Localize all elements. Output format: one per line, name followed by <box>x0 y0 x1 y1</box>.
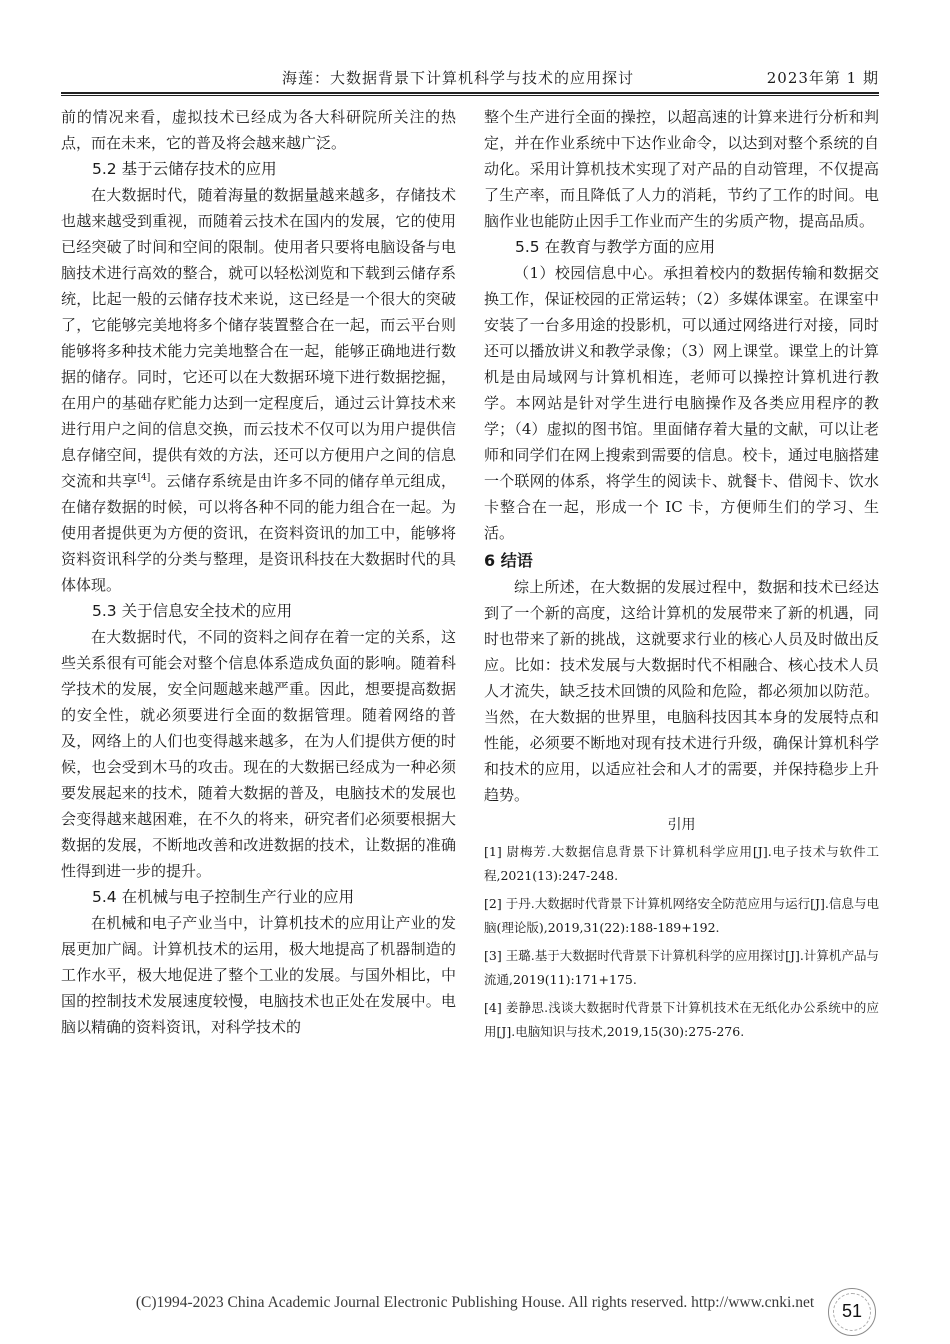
reference-item: [2] 于丹.大数据时代背景下计算机网络安全防范应用与运行[J].信息与电脑(理论版),2019,31(22):188-189+192. <box>484 896 879 935</box>
paragraph-text: 在大数据时代，随着海量的数据量越来越多，存储技术也越来越受到重视，而随着云技术在国内的发展，它的使用已经突破了时间和空间的限制。使用者只要将电脑设备与电脑技术进行高效的整合，就可以轻松浏览和下载到云储存系统，比起一般的云储存技术来说，这已经是一个很大的突破了，它能够完美地将多个储存装置整合在一起，而云平台则能够将多种技术能力完美地整合在一起，能够正确地进行数据的储存。同时，它还可以在大数据环境下进行数据挖掘，在用户的基础存贮能力达到一定程度后，通过云计算技术来进行用户之间的信息交换，而云技术不仅可以为用户提供信息存储空间，提供有效的方法，还可以方便用户之间的信息交流和共享 <box>61 186 456 490</box>
citation-marker[interactable]: [4] <box>137 473 151 483</box>
reference-item: [3] 王璐.基于大数据时代背景下计算机科学的应用探讨[J].计算机产品与流通,2019(11):171+175. <box>484 948 879 987</box>
references-title: 引用 <box>667 817 696 833</box>
paragraph: 在机械和电子产业当中，计算机技术的应用让产业的发展更加广阔。计算机技术的运用，极大地提高了机器制造的工作水平，极大地促进了整个工业的发展。与国外相比，中国的控制技术发展速度较慢，电脑技术也正处在发展中。电脑以精确的资料资讯，对科学技术的 <box>61 914 456 1036</box>
section-heading-5-4: 5.4 在机械与电子控制生产行业的应用 <box>92 888 355 906</box>
reference-list <box>484 840 879 1044</box>
page-number: 51 <box>841 1301 863 1321</box>
reference-item: [4] 姜静思.浅谈大数据时代背景下计算机技术在无纸化办公系统中的应用[J].电脑知识与技术,2019,15(30):275-276. <box>484 1000 879 1039</box>
section-heading-5-5: 5.5 在教育与教学方面的应用 <box>515 238 716 256</box>
running-header <box>61 66 879 90</box>
paragraph <box>61 182 456 598</box>
issue-label: 2023年第 1 期 <box>766 69 879 87</box>
paragraph: 综上所述，在大数据的发展过程中，数据和技术已经达到了一个新的高度，这给计算机的发展带来了新的机遇，同时也带来了新的挑战，这就要求行业的核心人员及时做出反应。比如：技术发展与大数据时代不相融合、核心技术人员人才流失，缺乏技术回馈的风险和危险，都必须加以防范。当然，在大数据的世界里，电脑科技因其本身的发展特点和性能，必须要不断地对现有技术进行升级，确保计算机科学和技术的应用，以适应社会和人才的需要，并保持稳步上升趋势。 <box>484 578 879 804</box>
copyright-footer: (C)1994-2023 China Academic Journal Electronic Publishing House. All rights reserved. http://www.cnki.net <box>135 1294 815 1311</box>
section-heading-5-2: 5.2 基于云储存技术的应用 <box>92 160 277 178</box>
left-column <box>61 104 456 1040</box>
section-heading-5-3: 5.3 关于信息安全技术的应用 <box>92 602 293 620</box>
header-rule-thin <box>61 95 879 96</box>
reference-item: [1] 尉梅芳.大数据信息背景下计算机科学应用[J].电子技术与软件工程,2021(13):247-248. <box>484 844 879 883</box>
paragraph: 前的情况来看，虚拟技术已经成为各大科研院所关注的热点，而在未来，它的普及将会越来越广泛。 <box>61 108 456 152</box>
paragraph: 整个生产进行全面的操控，以超高速的计算来进行分析和判定，并在作业系统中下达作业命令，以达到对整个系统的自动化。采用计算机技术实现了对产品的自动管理，不仅提高了生产率，而且降低了人力的消耗，节约了工作的时间。电脑作业也能防止因手工作业而产生的劣质产物，提高品质。 <box>484 108 879 230</box>
paragraph-text: 。云储存系统是由许多不同的储存单元组成，在储存数据的时候，可以将各种不同的能力组合在一起。为使用者提供更为方便的资讯，在资料资讯的加工中，能够将资料资讯科学的分类与整理，是资讯科技在大数据时代的具体体现。 <box>61 472 456 594</box>
paragraph: （1）校园信息中心。承担着校内的数据传输和数据交换工作，保证校园的正常运转；（2）多媒体课室。在课室中安装了一台多用途的投影机，可以通过网络进行对接，同时还可以播放讲义和教学录像；（3）网上课堂。课堂上的计算机是由局域网与计算机相连，老师可以操控计算机进行教学。本网站是针对学生进行电脑操作及各类应用程序的教学；（4）虚拟的图书馆。里面储存着大量的文献，可以让老师和同学们在网上搜索到需要的信息。校卡，通过电脑搭建一个联网的体系，将学生的阅读卡、就餐卡、借阅卡、饮水卡整合在一起，形成一个 IC 卡，方便师生们的学习、生活。 <box>484 264 879 542</box>
right-column <box>484 104 879 1048</box>
header-rule <box>61 92 879 94</box>
running-title: 海莲：大数据背景下计算机科学与技术的应用探讨 <box>281 69 634 87</box>
section-heading-6: 6 结语 <box>484 551 533 570</box>
paragraph: 在大数据时代，不同的资料之间存在着一定的关系，这些关系很有可能会对整个信息体系造成负面的影响。随着科学技术的发展，安全问题越来越严重。因此，想要提高数据的安全性，就必须要进行全面的数据管理。随着网络的普及，网络上的人们也变得越来越多，在为人们提供方便的时候，也会受到木马的攻击。现在的大数据已经成为一种必须要发展起来的技术，随着大数据的普及，电脑技术的发展也会变得越来越困难，在不久的将来，研究者们必须要根据大数据的发展，不断地改善和改进数据的技术，让数据的准确性得到进一步的提升。 <box>61 628 456 880</box>
